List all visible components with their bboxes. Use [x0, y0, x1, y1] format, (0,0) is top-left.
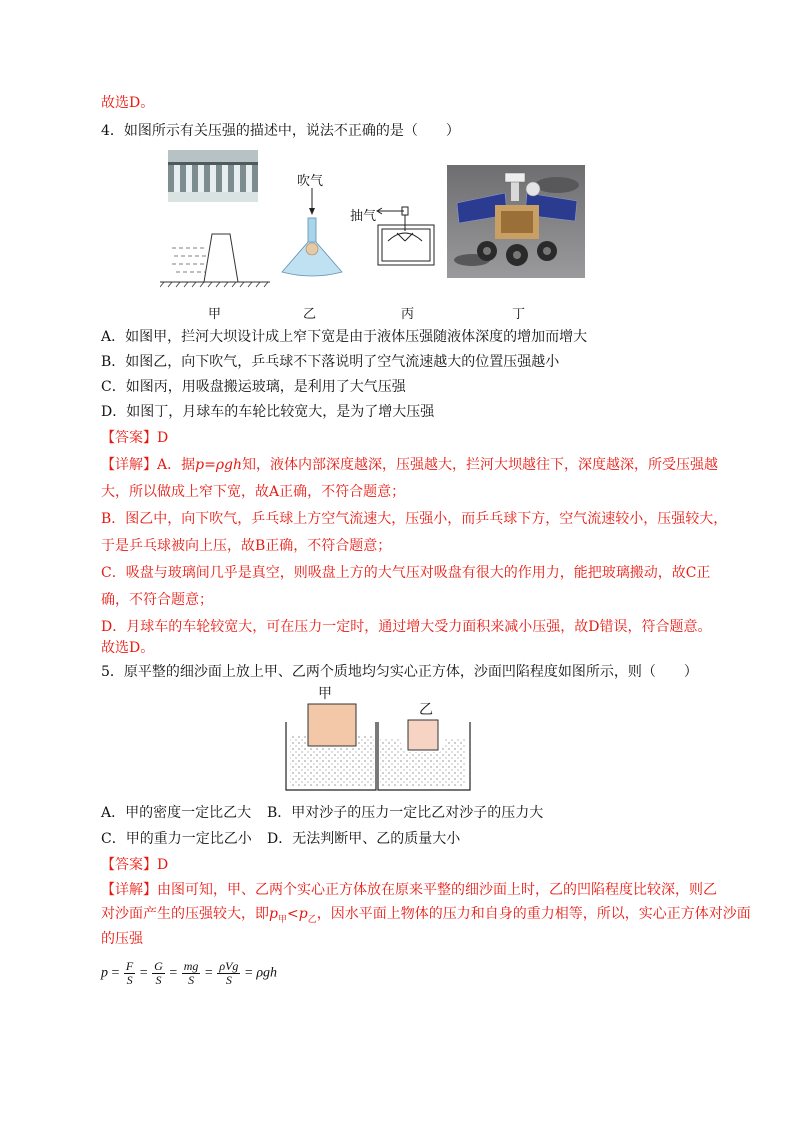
q5-explanation-line-1: 【详解】由图可知，甲、乙两个实心正方体放在原来平整的细沙面上时，乙的凹陷程度比较深，则乙: [101, 882, 717, 898]
pressure-formula: p = $\frac{F}{S}$ = $\frac{G}{S}$ = $\frac{mg}{S}$ = $\frac{\text{ρVg}}{S}$ = ρgh: [101, 959, 278, 987]
caption-ding: 丁: [512, 307, 526, 322]
funnel-diagram: [278, 188, 348, 284]
q4-explanation-line-1: 【详解】A．据p=ρgh知，液体内部深度越深，压强越大，拦河大坝越往下，深度越深，所受压强越: [101, 457, 719, 473]
q4-answer: 【答案】D: [101, 430, 169, 446]
q5-option-d: D．无法判断甲、乙的质量大小: [267, 831, 461, 847]
q4-option-a: A．如图甲，拦河大坝设计成上窄下宽是由于液体压强随液体深度的增加而增大: [101, 329, 588, 345]
q4-explanation-line-5: C．吸盘与玻璃间几乎是真空，则吸盘上方的大气压对吸盘有很大的作用力，能把玻璃搬动，故C正: [101, 565, 711, 581]
q4-explanation-line-6: 确，不符合题意；: [101, 592, 213, 608]
formula-inline: p=ρgh: [195, 457, 243, 473]
q4-stem: 4．如图所示有关压强的描述中，说法不正确的是（ ）: [101, 123, 460, 139]
q5-option-b: B．甲对沙子的压力一定比乙对沙子的压力大: [267, 805, 544, 821]
lunar-rover-photo: [447, 165, 585, 278]
fraction-rhovg-s: $\frac{\text{ρVg}}{S}$: [219, 959, 239, 987]
blow-label: 吹气: [297, 174, 324, 189]
q4-explanation-line-3: B．图乙中，向下吹气，乒乓球上方空气流速大，压强小，而乒乓球下方，空气流速较小，压强较大，: [101, 511, 728, 527]
q4-explanation-line-4: 于是乒乓球被向上压，故B正确，不符合题意；: [101, 538, 392, 554]
sand-cubes-diagram: [280, 700, 476, 792]
q4-explanation-line-2: 大，所以做成上窄下宽，故A正确，不符合题意；: [101, 484, 406, 500]
explanation-tag: 【详解】: [101, 882, 157, 898]
q5-option-c: C．甲的重力一定比乙小: [101, 831, 252, 847]
cube-yi-label: 乙: [419, 702, 433, 718]
fraction-g-s: $\frac{G}{S}$: [154, 959, 163, 987]
q5-stem: 5．原平整的细沙面上放上甲、乙两个质地均匀实心正方体，沙面凹陷程度如图所示，则（ ）: [101, 664, 698, 680]
q4-option-c: C．如图丙，用吸盘搬运玻璃，是利用了大气压强: [101, 379, 406, 395]
q3-conclusion: 故选D。: [101, 95, 155, 111]
explanation-tag: 【详解】: [101, 457, 157, 473]
suction-cup-diagram: [374, 203, 438, 269]
q5-answer: 【答案】D: [101, 857, 169, 873]
q5-option-a: A．甲的密度一定比乙大: [101, 805, 252, 821]
q4-option-b: B．如图乙，向下吹气，乒乓球不下落说明了空气流速越大的位置压强越小: [101, 354, 560, 370]
q5-explanation-line-2: 对沙面产生的压强较大，即$p_甲<p_乙$，因水平面上物体的压力和自身的重力相等，所以，实心正方体对沙面: [101, 906, 751, 925]
suck-label: 抽气: [350, 209, 377, 224]
caption-yi: 乙: [303, 307, 317, 322]
q4-conclusion: 故选D。: [101, 640, 155, 656]
dam-diagram: [160, 232, 270, 288]
dam-photo: [168, 150, 258, 202]
cube-jia-label: 甲: [318, 686, 332, 702]
caption-jia: 甲: [208, 307, 222, 322]
caption-bing: 丙: [401, 307, 415, 322]
fraction-f-s: $\frac{F}{S}$: [125, 959, 134, 987]
q4-option-d: D．如图丁，月球车的车轮比较宽大，是为了增大压强: [101, 404, 435, 420]
q4-explanation-line-7: D．月球车的车轮较宽大，可在压力一定时，通过增大受力面积来减小压强，故D错误，符合题意。: [101, 619, 712, 635]
q5-explanation-line-3: 的压强: [101, 931, 143, 947]
fraction-mg-s: $\frac{mg}{S}$: [183, 959, 199, 987]
